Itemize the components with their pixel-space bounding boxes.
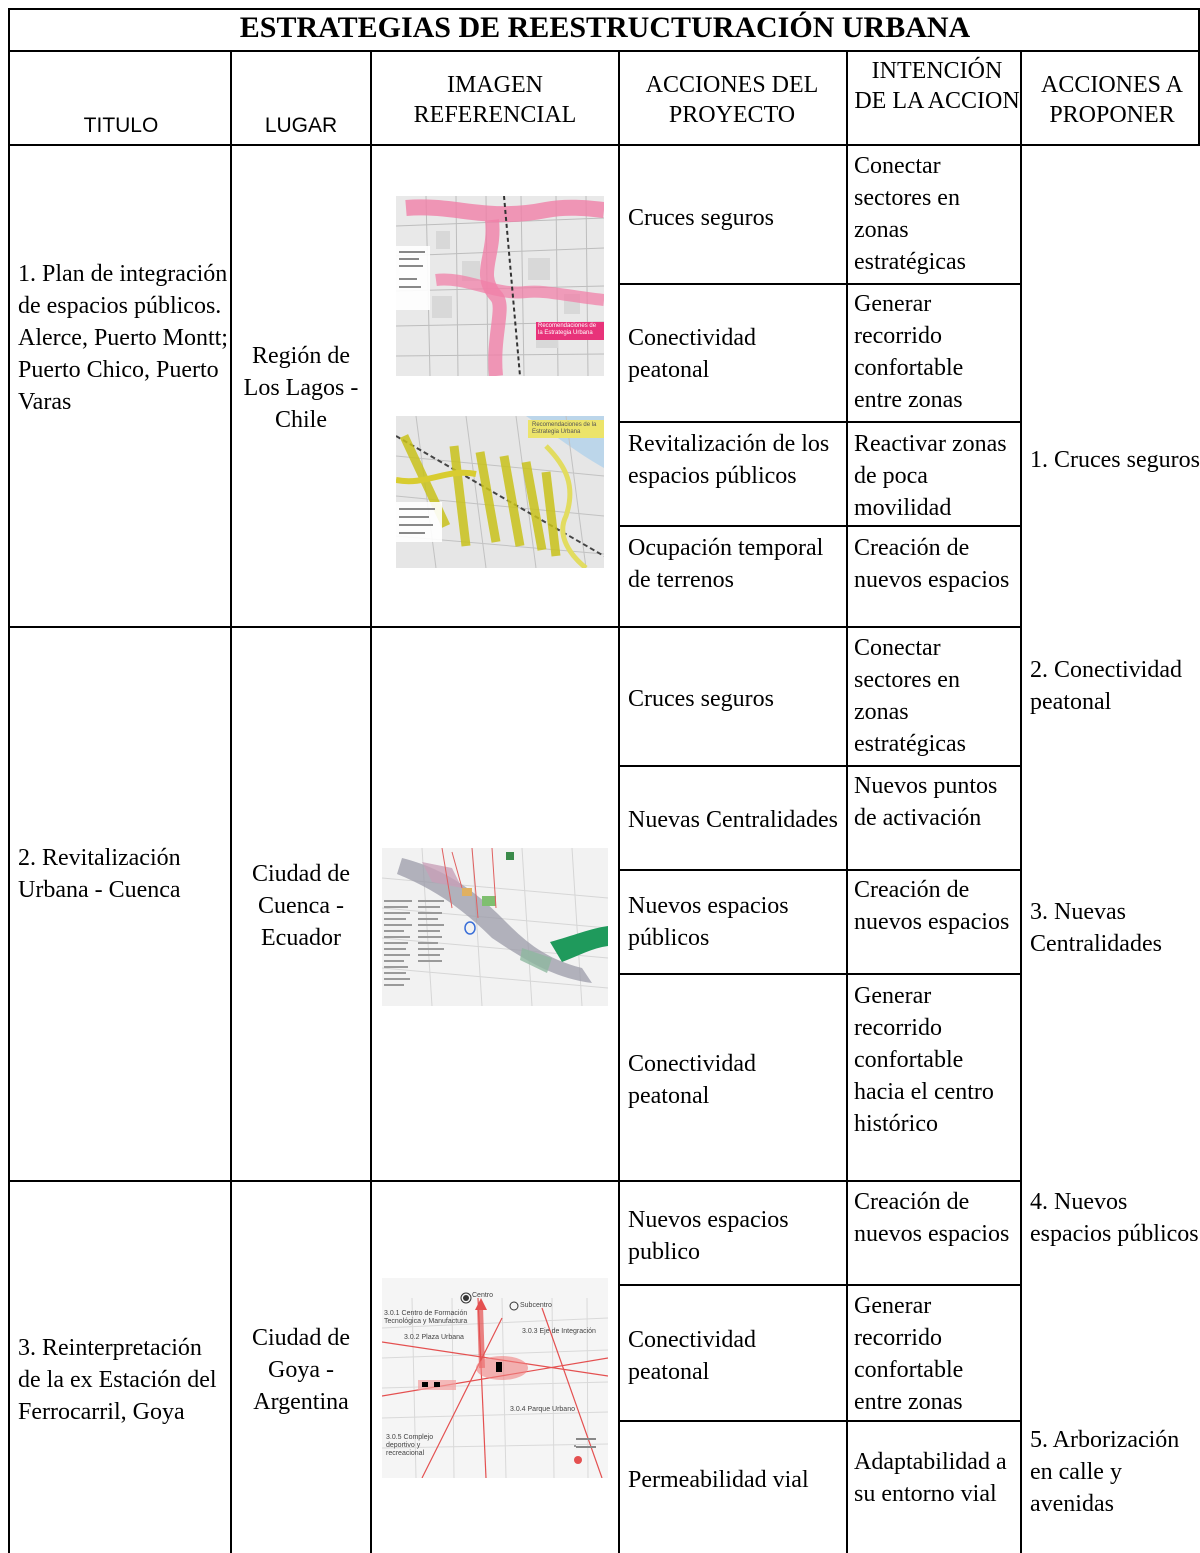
p2-accion-2: Nuevas Centralidades xyxy=(628,807,838,833)
map-image-3 xyxy=(382,848,608,1006)
grid-line xyxy=(8,1180,1022,1182)
grid-line xyxy=(618,283,1022,285)
p3-intencion-1: Creación de nuevos espacios xyxy=(854,1189,1010,1247)
grid-line xyxy=(618,421,1022,423)
header-intencion: INTENCIÓN DE LA ACCION xyxy=(854,58,1020,114)
proponer-2: 2. Conectividad peatonal xyxy=(1030,657,1182,715)
project-1-titulo: 1. Plan de integración de espacios públicos. Alerce, Puerto Montt; Puerto Chico, Puerto Varas xyxy=(18,261,228,415)
p1-intencion-4: Creación de nuevos espacios xyxy=(854,535,1010,593)
p2-accion-4: Conectividad peatonal xyxy=(628,1051,756,1109)
project-2-titulo: 2. Revitalización Urbana - Cuenca xyxy=(18,845,181,903)
p2-intencion-1: Conectar sectores en zonas estratégicas xyxy=(854,635,966,757)
header-titulo: TITULO xyxy=(83,114,159,137)
grid-line xyxy=(1020,50,1022,1553)
p3-accion-1: Nuevos espacios publico xyxy=(628,1207,789,1265)
goya-label-subcentro: Subcentro xyxy=(520,1302,552,1309)
grid-line xyxy=(618,1284,1022,1286)
project-1-lugar: Región de Los Lagos - Chile xyxy=(243,343,359,433)
proponer-4: 4. Nuevos espacios públicos xyxy=(1030,1189,1199,1247)
p1-accion-3: Revitalización de los espacios públicos xyxy=(628,431,830,489)
p3-intencion-2: Generar recorrido confortable entre zonas xyxy=(854,1293,964,1415)
p1-intencion-1: Conectar sectores en zonas estratégicas xyxy=(854,153,966,275)
p3-accion-3: Permeabilidad vial xyxy=(628,1467,809,1493)
p2-accion-3: Nuevos espacios públicos xyxy=(628,893,789,951)
goya-label-e: 3.0.5 Complejo deportivo y recreacional xyxy=(386,1434,434,1457)
grid-line xyxy=(8,626,1022,628)
p2-intencion-3: Creación de nuevos espacios xyxy=(854,877,1010,935)
goya-label-b: 3.0.2 Plaza Urbana xyxy=(404,1334,464,1341)
p1-accion-4: Ocupación temporal de terrenos xyxy=(628,535,824,593)
p2-intencion-4: Generar recorrido confortable hacia el centro histórico xyxy=(854,983,994,1137)
map-image-1 xyxy=(396,196,604,376)
header-lugar: LUGAR xyxy=(264,114,338,137)
p3-intencion-3: Adaptabilidad a su entorno vial xyxy=(854,1449,1007,1507)
grid-line xyxy=(618,869,1022,871)
header-imagen: IMAGEN REFERENCIAL xyxy=(413,72,577,128)
grid-line xyxy=(618,50,620,1553)
pink-map-graphic xyxy=(396,196,604,376)
grid-line xyxy=(370,50,372,1553)
p2-accion-1: Cruces seguros xyxy=(628,686,774,712)
project-3-lugar: Ciudad de Goya - Argentina xyxy=(252,1325,350,1415)
goya-label-c: 3.0.3 Eje de Integración xyxy=(522,1328,596,1335)
p2-intencion-2: Nuevos puntos de activación xyxy=(854,773,998,831)
p1-accion-2: Conectividad peatonal xyxy=(628,325,756,383)
grid-line xyxy=(618,765,1022,767)
p1-intencion-2: Generar recorrido confortable entre zonas xyxy=(854,291,964,413)
grid-line xyxy=(8,8,1200,10)
proponer-3: 3. Nuevas Centralidades xyxy=(1030,899,1162,957)
yellow-map-graphic xyxy=(396,416,604,568)
project-3-titulo: 3. Reinterpretación de la ex Estación del Ferrocarril, Goya xyxy=(18,1335,217,1425)
goya-label-a: 3.0.1 Centro de Formación Tecnológica y Manufactura xyxy=(384,1310,468,1325)
grid-line xyxy=(846,50,848,1553)
proponer-1: 1. Cruces seguros xyxy=(1030,447,1200,473)
header-acciones: ACCIONES DEL PROYECTO xyxy=(645,72,819,128)
grid-line xyxy=(8,8,10,1553)
p1-accion-1: Cruces seguros xyxy=(628,205,774,231)
cuenca-map-graphic xyxy=(382,848,608,1006)
goya-label-d: 3.0.4 Parque Urbano xyxy=(510,1406,575,1413)
proponer-5: 5. Arborización en calle y avenidas xyxy=(1030,1427,1180,1517)
page-title: ESTRATEGIAS DE REESTRUCTURACIÓN URBANA xyxy=(239,11,971,44)
grid-line xyxy=(230,50,232,1553)
goya-label-centro: Centro xyxy=(472,1292,494,1299)
p3-accion-2: Conectividad peatonal xyxy=(628,1327,756,1385)
map-image-1-label: Recomendaciones de la Estrategia Urbana xyxy=(538,323,597,336)
grid-line xyxy=(618,525,1022,527)
map-image-2 xyxy=(396,416,604,568)
map-image-2-label: Recomendaciones de la Estrategia Urbana xyxy=(532,422,597,435)
grid-line xyxy=(618,973,1022,975)
p1-intencion-3: Reactivar zonas de poca movilidad xyxy=(854,431,1007,521)
project-2-lugar: Ciudad de Cuenca - Ecuador xyxy=(252,861,350,951)
map-image-4 xyxy=(382,1278,608,1478)
grid-line xyxy=(618,1420,1022,1422)
header-proponer: ACCIONES A PROPONER xyxy=(1040,72,1184,128)
